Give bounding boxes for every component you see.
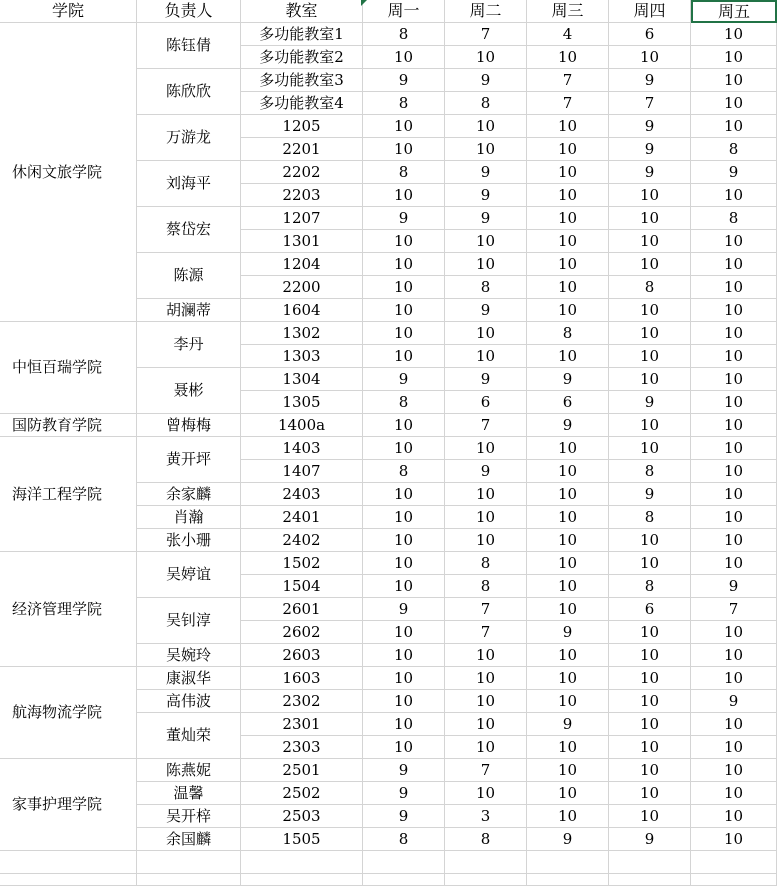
manager-cell[interactable]: 陈钰倩: [137, 23, 241, 69]
empty-cell[interactable]: [363, 874, 445, 886]
college-cell[interactable]: 休闲文旅学院: [0, 23, 137, 322]
score-cell[interactable]: 10: [691, 46, 777, 69]
manager-cell[interactable]: 肖瀚: [137, 506, 241, 529]
empty-cell[interactable]: [137, 851, 241, 874]
manager-cell[interactable]: 康淑华: [137, 667, 241, 690]
empty-cell[interactable]: [0, 851, 137, 874]
score-cell[interactable]: 10: [609, 644, 691, 667]
score-cell[interactable]: 10: [691, 529, 777, 552]
empty-cell[interactable]: [691, 874, 777, 886]
score-cell[interactable]: 10: [527, 207, 609, 230]
empty-cell[interactable]: [0, 874, 137, 886]
score-cell[interactable]: 9: [363, 805, 445, 828]
score-cell[interactable]: 10: [609, 667, 691, 690]
manager-cell[interactable]: 陈欣欣: [137, 69, 241, 115]
score-cell[interactable]: 8: [609, 506, 691, 529]
score-cell[interactable]: 10: [527, 184, 609, 207]
score-cell[interactable]: 10: [363, 621, 445, 644]
score-cell[interactable]: 10: [363, 345, 445, 368]
score-cell[interactable]: 10: [527, 345, 609, 368]
score-cell[interactable]: 10: [527, 529, 609, 552]
score-cell[interactable]: 10: [691, 552, 777, 575]
score-cell[interactable]: 10: [527, 437, 609, 460]
classroom-cell[interactable]: 1304: [241, 368, 363, 391]
score-cell[interactable]: 10: [363, 667, 445, 690]
score-cell[interactable]: 10: [527, 161, 609, 184]
score-cell[interactable]: 10: [445, 115, 527, 138]
score-cell[interactable]: 10: [527, 253, 609, 276]
score-cell[interactable]: 10: [609, 713, 691, 736]
score-cell[interactable]: 9: [445, 299, 527, 322]
score-cell[interactable]: 10: [691, 92, 777, 115]
score-cell[interactable]: 6: [609, 598, 691, 621]
score-cell[interactable]: 10: [691, 759, 777, 782]
score-cell[interactable]: 9: [609, 69, 691, 92]
column-header-6[interactable]: 周三: [527, 0, 609, 23]
score-cell[interactable]: 10: [527, 782, 609, 805]
score-cell[interactable]: 10: [691, 115, 777, 138]
empty-cell[interactable]: [527, 874, 609, 886]
classroom-cell[interactable]: 1302: [241, 322, 363, 345]
classroom-cell[interactable]: 1603: [241, 667, 363, 690]
score-cell[interactable]: 6: [609, 23, 691, 46]
score-cell[interactable]: 10: [445, 322, 527, 345]
score-cell[interactable]: 7: [445, 759, 527, 782]
classroom-cell[interactable]: 1502: [241, 552, 363, 575]
score-cell[interactable]: 4: [527, 23, 609, 46]
classroom-cell[interactable]: 2200: [241, 276, 363, 299]
score-cell[interactable]: 10: [691, 253, 777, 276]
score-cell[interactable]: 8: [609, 460, 691, 483]
comment-marker: [361, 0, 367, 6]
score-cell[interactable]: 8: [445, 828, 527, 851]
score-cell[interactable]: 10: [609, 529, 691, 552]
score-cell[interactable]: 10: [691, 805, 777, 828]
classroom-cell[interactable]: 多功能教室1: [241, 23, 363, 46]
score-cell[interactable]: 10: [527, 299, 609, 322]
classroom-cell[interactable]: 1505: [241, 828, 363, 851]
empty-cell[interactable]: [241, 874, 363, 886]
score-cell[interactable]: 10: [527, 230, 609, 253]
empty-cell[interactable]: [609, 874, 691, 886]
score-cell[interactable]: 10: [691, 506, 777, 529]
score-cell[interactable]: 9: [363, 368, 445, 391]
score-cell[interactable]: 10: [363, 506, 445, 529]
score-cell[interactable]: 10: [527, 575, 609, 598]
score-cell[interactable]: 9: [445, 161, 527, 184]
score-cell[interactable]: 9: [609, 161, 691, 184]
score-cell[interactable]: 10: [445, 437, 527, 460]
score-cell[interactable]: 10: [609, 253, 691, 276]
score-cell[interactable]: 10: [691, 230, 777, 253]
empty-cell[interactable]: [445, 851, 527, 874]
score-cell[interactable]: 9: [527, 414, 609, 437]
score-cell[interactable]: 10: [445, 253, 527, 276]
score-cell[interactable]: 10: [609, 736, 691, 759]
college-cell[interactable]: 家事护理学院: [0, 759, 137, 851]
score-cell[interactable]: 3: [445, 805, 527, 828]
score-cell[interactable]: 9: [527, 828, 609, 851]
score-cell[interactable]: 10: [527, 276, 609, 299]
score-cell[interactable]: 10: [363, 184, 445, 207]
college-cell[interactable]: 中恒百瑞学院: [0, 322, 137, 414]
score-cell[interactable]: 10: [363, 437, 445, 460]
score-cell[interactable]: 6: [445, 391, 527, 414]
classroom-cell[interactable]: 1407: [241, 460, 363, 483]
score-cell[interactable]: 9: [363, 598, 445, 621]
classroom-cell[interactable]: 1204: [241, 253, 363, 276]
score-cell[interactable]: 10: [363, 299, 445, 322]
score-cell[interactable]: 8: [445, 575, 527, 598]
score-cell[interactable]: 10: [363, 529, 445, 552]
score-cell[interactable]: 10: [445, 138, 527, 161]
score-cell[interactable]: 7: [527, 92, 609, 115]
score-cell[interactable]: 10: [527, 552, 609, 575]
classroom-cell[interactable]: 2401: [241, 506, 363, 529]
score-cell[interactable]: 8: [527, 322, 609, 345]
score-cell[interactable]: 10: [609, 46, 691, 69]
classroom-cell[interactable]: 1305: [241, 391, 363, 414]
score-cell[interactable]: 10: [527, 759, 609, 782]
college-cell[interactable]: 经济管理学院: [0, 552, 137, 667]
score-cell[interactable]: 10: [691, 414, 777, 437]
classroom-cell[interactable]: 1504: [241, 575, 363, 598]
score-cell[interactable]: 10: [609, 782, 691, 805]
score-cell[interactable]: 8: [445, 276, 527, 299]
score-cell[interactable]: 7: [445, 598, 527, 621]
classroom-cell[interactable]: 2201: [241, 138, 363, 161]
score-cell[interactable]: 10: [691, 460, 777, 483]
classroom-cell[interactable]: 2303: [241, 736, 363, 759]
score-cell[interactable]: 10: [363, 713, 445, 736]
empty-cell[interactable]: [137, 874, 241, 886]
manager-cell[interactable]: 高伟波: [137, 690, 241, 713]
classroom-cell[interactable]: 多功能教室4: [241, 92, 363, 115]
classroom-cell[interactable]: 多功能教室3: [241, 69, 363, 92]
score-cell[interactable]: 8: [363, 92, 445, 115]
manager-cell[interactable]: 陈燕妮: [137, 759, 241, 782]
manager-cell[interactable]: 余国麟: [137, 828, 241, 851]
score-cell[interactable]: 10: [363, 115, 445, 138]
score-cell[interactable]: 9: [363, 782, 445, 805]
score-cell[interactable]: 10: [691, 736, 777, 759]
classroom-cell[interactable]: 1400a: [241, 414, 363, 437]
classroom-cell[interactable]: 1403: [241, 437, 363, 460]
manager-cell[interactable]: 曾梅梅: [137, 414, 241, 437]
score-cell[interactable]: 10: [527, 506, 609, 529]
score-cell[interactable]: 10: [445, 46, 527, 69]
column-header-8[interactable]: 周五: [691, 0, 777, 23]
score-cell[interactable]: 10: [527, 483, 609, 506]
classroom-cell[interactable]: 1207: [241, 207, 363, 230]
score-cell[interactable]: 8: [445, 552, 527, 575]
classroom-cell[interactable]: 2301: [241, 713, 363, 736]
score-cell[interactable]: 10: [691, 276, 777, 299]
manager-cell[interactable]: 万游龙: [137, 115, 241, 161]
score-cell[interactable]: 9: [527, 368, 609, 391]
score-cell[interactable]: 10: [691, 621, 777, 644]
score-cell[interactable]: 10: [363, 575, 445, 598]
score-cell[interactable]: 8: [609, 575, 691, 598]
manager-cell[interactable]: 董灿荣: [137, 713, 241, 759]
classroom-cell[interactable]: 2602: [241, 621, 363, 644]
score-cell[interactable]: 10: [363, 736, 445, 759]
score-cell[interactable]: 10: [445, 713, 527, 736]
classroom-cell[interactable]: 2501: [241, 759, 363, 782]
column-header-3[interactable]: 教室: [241, 0, 363, 23]
score-cell[interactable]: 10: [445, 345, 527, 368]
score-cell[interactable]: 10: [527, 805, 609, 828]
classroom-cell[interactable]: 1301: [241, 230, 363, 253]
classroom-cell[interactable]: 多功能教室2: [241, 46, 363, 69]
score-cell[interactable]: 10: [363, 690, 445, 713]
score-cell[interactable]: 10: [609, 368, 691, 391]
score-cell[interactable]: 10: [527, 598, 609, 621]
classroom-cell[interactable]: 2302: [241, 690, 363, 713]
score-cell[interactable]: 10: [691, 713, 777, 736]
score-cell[interactable]: 10: [445, 782, 527, 805]
score-cell[interactable]: 10: [363, 414, 445, 437]
score-cell[interactable]: 10: [445, 529, 527, 552]
score-cell[interactable]: 10: [527, 115, 609, 138]
score-cell[interactable]: 9: [691, 161, 777, 184]
score-cell[interactable]: 10: [527, 667, 609, 690]
score-cell[interactable]: 10: [691, 437, 777, 460]
manager-cell[interactable]: 蔡岱宏: [137, 207, 241, 253]
score-cell[interactable]: 10: [691, 23, 777, 46]
manager-cell[interactable]: 余家麟: [137, 483, 241, 506]
score-cell[interactable]: 10: [527, 644, 609, 667]
score-cell[interactable]: 10: [691, 782, 777, 805]
manager-cell[interactable]: 胡澜蒂: [137, 299, 241, 322]
manager-cell[interactable]: 吴婉玲: [137, 644, 241, 667]
score-cell[interactable]: 8: [609, 276, 691, 299]
score-cell[interactable]: 10: [609, 414, 691, 437]
score-cell[interactable]: 9: [691, 690, 777, 713]
score-cell[interactable]: 9: [445, 69, 527, 92]
manager-cell[interactable]: 刘海平: [137, 161, 241, 207]
score-cell[interactable]: 10: [445, 667, 527, 690]
score-cell[interactable]: 10: [363, 483, 445, 506]
score-cell[interactable]: 10: [363, 46, 445, 69]
empty-cell[interactable]: [241, 851, 363, 874]
score-cell[interactable]: 10: [527, 690, 609, 713]
manager-cell[interactable]: 陈源: [137, 253, 241, 299]
score-cell[interactable]: 10: [445, 736, 527, 759]
score-cell[interactable]: 7: [445, 414, 527, 437]
manager-cell[interactable]: 吴钊淳: [137, 598, 241, 644]
score-cell[interactable]: 10: [445, 483, 527, 506]
classroom-cell[interactable]: 2503: [241, 805, 363, 828]
empty-cell[interactable]: [691, 851, 777, 874]
score-cell[interactable]: 10: [691, 828, 777, 851]
score-cell[interactable]: 9: [445, 207, 527, 230]
manager-cell[interactable]: 李丹: [137, 322, 241, 368]
empty-cell[interactable]: [527, 851, 609, 874]
classroom-cell[interactable]: 2202: [241, 161, 363, 184]
score-cell[interactable]: 10: [691, 322, 777, 345]
score-cell[interactable]: 9: [609, 115, 691, 138]
column-header-4[interactable]: 周一: [363, 0, 445, 23]
score-cell[interactable]: 10: [691, 299, 777, 322]
score-cell[interactable]: 10: [445, 644, 527, 667]
empty-cell[interactable]: [363, 851, 445, 874]
score-cell[interactable]: 7: [445, 23, 527, 46]
manager-cell[interactable]: 吴婷谊: [137, 552, 241, 598]
score-cell[interactable]: 10: [527, 46, 609, 69]
score-cell[interactable]: 10: [363, 322, 445, 345]
column-header-5[interactable]: 周二: [445, 0, 527, 23]
empty-cell[interactable]: [445, 874, 527, 886]
column-header-2[interactable]: 负责人: [137, 0, 241, 23]
score-cell[interactable]: 10: [691, 69, 777, 92]
score-cell[interactable]: 10: [527, 460, 609, 483]
score-cell[interactable]: 8: [691, 207, 777, 230]
classroom-cell[interactable]: 2502: [241, 782, 363, 805]
score-cell[interactable]: 10: [609, 759, 691, 782]
manager-cell[interactable]: 吴开梓: [137, 805, 241, 828]
score-cell[interactable]: 10: [527, 138, 609, 161]
score-cell[interactable]: 10: [691, 483, 777, 506]
score-cell[interactable]: 10: [445, 230, 527, 253]
score-cell[interactable]: 9: [527, 621, 609, 644]
score-cell[interactable]: 9: [445, 184, 527, 207]
manager-cell[interactable]: 张小珊: [137, 529, 241, 552]
score-cell[interactable]: 10: [609, 552, 691, 575]
score-cell[interactable]: 6: [527, 391, 609, 414]
score-cell[interactable]: 10: [363, 552, 445, 575]
score-cell[interactable]: 10: [363, 230, 445, 253]
score-cell[interactable]: 8: [691, 138, 777, 161]
score-cell[interactable]: 10: [691, 391, 777, 414]
score-cell[interactable]: 9: [363, 759, 445, 782]
score-cell[interactable]: 9: [445, 368, 527, 391]
classroom-cell[interactable]: 2203: [241, 184, 363, 207]
college-cell[interactable]: 海洋工程学院: [0, 437, 137, 552]
classroom-cell[interactable]: 1604: [241, 299, 363, 322]
classroom-cell[interactable]: 1303: [241, 345, 363, 368]
score-cell[interactable]: 10: [609, 299, 691, 322]
score-cell[interactable]: 10: [691, 368, 777, 391]
score-cell[interactable]: 7: [691, 598, 777, 621]
score-cell[interactable]: 8: [363, 391, 445, 414]
score-cell[interactable]: 8: [363, 161, 445, 184]
classroom-cell[interactable]: 2603: [241, 644, 363, 667]
score-cell[interactable]: 10: [363, 253, 445, 276]
column-header-1[interactable]: 学院: [0, 0, 137, 23]
score-cell[interactable]: 8: [445, 92, 527, 115]
score-cell[interactable]: 10: [609, 322, 691, 345]
score-cell[interactable]: 8: [363, 460, 445, 483]
score-cell[interactable]: 10: [609, 621, 691, 644]
score-cell[interactable]: 8: [363, 828, 445, 851]
empty-cell[interactable]: [609, 851, 691, 874]
score-cell[interactable]: 9: [691, 575, 777, 598]
score-cell[interactable]: 8: [363, 23, 445, 46]
score-cell[interactable]: 10: [445, 690, 527, 713]
manager-cell[interactable]: 聂彬: [137, 368, 241, 414]
score-cell[interactable]: 10: [691, 667, 777, 690]
score-cell[interactable]: 10: [445, 506, 527, 529]
score-cell[interactable]: 10: [609, 230, 691, 253]
score-cell[interactable]: 10: [609, 437, 691, 460]
score-cell[interactable]: 9: [363, 69, 445, 92]
score-cell[interactable]: 10: [527, 736, 609, 759]
score-cell[interactable]: 10: [609, 690, 691, 713]
score-cell[interactable]: 9: [609, 483, 691, 506]
classroom-cell[interactable]: 2402: [241, 529, 363, 552]
score-cell[interactable]: 10: [609, 805, 691, 828]
score-cell[interactable]: 9: [609, 828, 691, 851]
manager-cell[interactable]: 温馨: [137, 782, 241, 805]
score-cell[interactable]: 7: [445, 621, 527, 644]
classroom-cell[interactable]: 2601: [241, 598, 363, 621]
score-cell[interactable]: 9: [609, 391, 691, 414]
score-cell[interactable]: 10: [363, 138, 445, 161]
score-cell[interactable]: 10: [691, 644, 777, 667]
score-cell[interactable]: 9: [527, 713, 609, 736]
score-cell[interactable]: 9: [363, 207, 445, 230]
score-cell[interactable]: 10: [363, 644, 445, 667]
classroom-cell[interactable]: 2403: [241, 483, 363, 506]
score-cell[interactable]: 9: [445, 460, 527, 483]
column-header-7[interactable]: 周四: [609, 0, 691, 23]
score-cell[interactable]: 9: [609, 138, 691, 161]
score-cell[interactable]: 7: [609, 92, 691, 115]
college-cell[interactable]: 国防教育学院: [0, 414, 137, 437]
manager-cell[interactable]: 黄开坪: [137, 437, 241, 483]
classroom-cell[interactable]: 1205: [241, 115, 363, 138]
score-cell[interactable]: 10: [363, 276, 445, 299]
score-cell[interactable]: 10: [609, 207, 691, 230]
score-cell[interactable]: 10: [691, 184, 777, 207]
college-cell[interactable]: 航海物流学院: [0, 667, 137, 759]
score-cell[interactable]: 10: [609, 184, 691, 207]
score-cell[interactable]: 10: [609, 345, 691, 368]
score-cell[interactable]: 10: [691, 345, 777, 368]
score-cell[interactable]: 7: [527, 69, 609, 92]
